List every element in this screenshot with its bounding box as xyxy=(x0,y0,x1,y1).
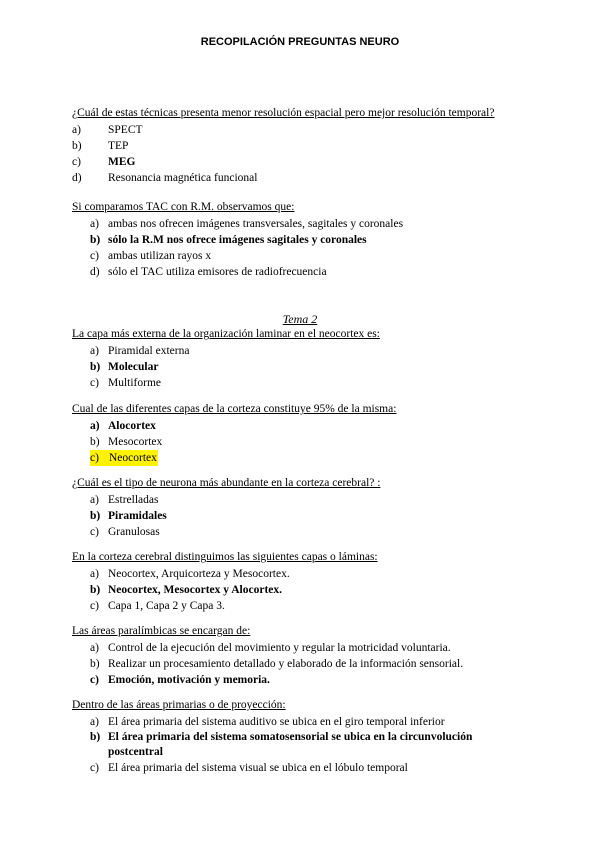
option-a-bold: a) Alocortex xyxy=(90,420,156,432)
question-stem: En la corteza cerebral distinguimos las siguientes capas o láminas: xyxy=(72,551,378,563)
question-6 xyxy=(72,550,542,614)
option-a: a) ambas nos ofrecen imágenes transversales, sagitales y coronales xyxy=(90,218,404,230)
question-stem: Las áreas paralímbicas se encargan de: xyxy=(72,625,251,637)
option-c: c) Capa 1, Capa 2 y Capa 3. xyxy=(90,600,225,612)
question-stem: Dentro de las áreas primarias o de proyección: xyxy=(72,699,286,711)
question-8 xyxy=(72,698,512,776)
option-d: d) sólo el TAC utiliza emisores de radiofrecuencia xyxy=(90,266,327,278)
option-c-correct: c) Emoción, motivación y memoria. xyxy=(90,674,270,686)
option-b: b) Realizar un procesamiento detallado y elaborado de la información sensorial. xyxy=(90,658,464,670)
option-c: c) ambas utilizan rayos x xyxy=(90,250,212,262)
option-b: b) TEP xyxy=(72,140,129,152)
question-5 xyxy=(72,476,542,540)
option-c: c) El área primaria del sistema visual se ubica en el lóbulo temporal xyxy=(90,762,408,774)
question-4 xyxy=(72,402,542,466)
option-b-correct: b) El área primaria del sistema somatosensorial se ubica en la circunvolución postcentral xyxy=(90,731,473,758)
question-stem: La capa más externa de la organización laminar en el neocortex es: xyxy=(72,328,380,340)
question-7 xyxy=(72,624,542,688)
question-stem: Cual de las diferentes capas de la corteza constituye 95% de la misma: xyxy=(72,403,397,415)
option-b-correct: b) sólo la R.M nos ofrece imágenes sagitales y coronales xyxy=(90,234,367,246)
question-stem: ¿Cuál es el tipo de neurona más abundante en la corteza cerebral? : xyxy=(72,477,381,489)
option-a: a) Control de la ejecución del movimiento y regular la motricidad voluntaria. xyxy=(90,642,451,654)
option-b: b) Mesocortex xyxy=(90,436,163,448)
option-c-correct: c) MEG xyxy=(72,156,136,168)
option-d: d) Resonancia magnética funcional xyxy=(72,172,258,184)
option-b-correct: b) Molecular xyxy=(90,361,159,373)
option-a: a) Estrelladas xyxy=(90,494,159,506)
option-a: a) SPECT xyxy=(72,124,143,136)
section-heading: Tema 2 xyxy=(282,312,318,326)
option-b-correct: b) Piramidales xyxy=(90,510,167,522)
question-3 xyxy=(72,327,542,391)
question-1 xyxy=(72,106,542,186)
option-a: a) El área primaria del sistema auditivo se ubica en el giro temporal inferior xyxy=(90,716,445,728)
question-stem: ¿Cuál de estas técnicas presenta menor resolución espacial pero mejor resolución temporal? xyxy=(72,107,495,119)
question-2 xyxy=(72,200,542,280)
option-c: c) Multiforme xyxy=(90,377,162,389)
option-a: a) Piramidal externa xyxy=(90,345,190,357)
document-title: RECOPILACIÓN PREGUNTAS NEURO xyxy=(200,36,400,48)
question-stem: Si comparamos TAC con R.M. observamos que: xyxy=(72,201,295,213)
option-a: a) Neocortex, Arquicorteza y Mesocortex. xyxy=(90,568,290,580)
option-c-highlighted: c) Neocortex xyxy=(90,452,157,464)
option-b-correct: b) Neocortex, Mesocortex y Alocortex. xyxy=(90,584,283,596)
option-c: c) Granulosas xyxy=(90,526,160,538)
